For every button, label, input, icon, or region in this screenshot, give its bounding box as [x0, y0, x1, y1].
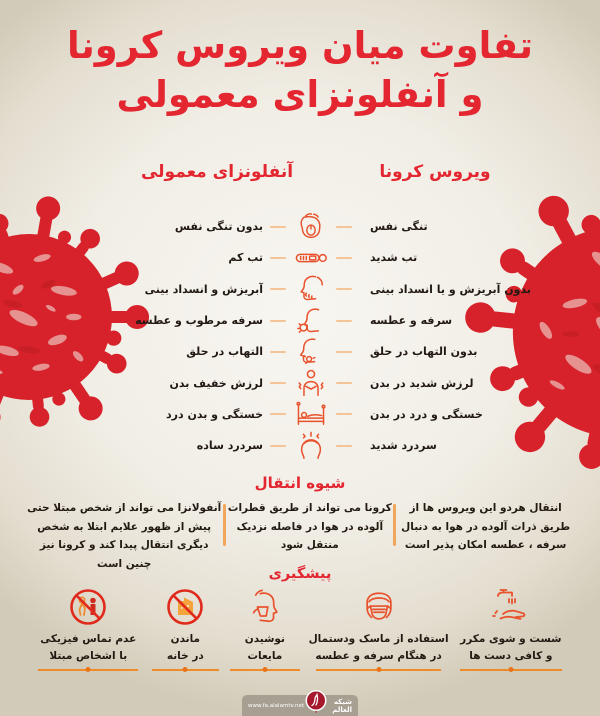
page-title — [0, 22, 600, 120]
prevention-item-drink — [224, 585, 305, 671]
drink-fluids-icon — [246, 585, 284, 627]
symptom-row-headache — [101, 430, 542, 461]
open-mouth-breath-icon — [293, 211, 329, 242]
corona-symptom-label: لرزش شدید در بدن — [370, 376, 474, 390]
prevention-item-stay-home — [147, 585, 225, 671]
transmission-influenza-text: آنفولانزا می تواند از شخص مبتلا حتی پیش از ظهور علایم ابتلا به شخص دیگری انتقال پیدا کند و کرونا نیز چنین است — [27, 502, 222, 571]
connector-dash — [336, 351, 352, 353]
influenza-symptom-label: سردرد ساده — [196, 439, 263, 453]
prevention-label-line2: در خانه — [166, 649, 204, 662]
connector-dash — [270, 445, 286, 447]
section-divider — [393, 504, 396, 546]
prevention-label-line2: مایعات — [247, 649, 283, 662]
sneeze-drip-icon — [293, 274, 329, 305]
transmission-section-header: شیوه انتقال — [254, 474, 346, 492]
influenza-symptom-label: سرفه مرطوب و عطسه — [135, 314, 263, 328]
influenza-symptom-label: خستگی و بدن درد — [166, 407, 263, 421]
connector-dash — [270, 320, 286, 322]
prevention-label-line2: با اشخاص مبتلا — [49, 649, 128, 662]
chills-icon — [293, 368, 329, 399]
headache-icon — [293, 430, 329, 461]
label-underline — [230, 669, 300, 671]
prevention-label-line1: استفاده از ماسک ودستمال — [308, 633, 449, 645]
influenza-symptom-label: تب کم — [228, 251, 263, 265]
label-underline — [38, 669, 138, 671]
symptom-row-breath — [101, 211, 542, 242]
symptom-row-fatigue — [101, 399, 542, 430]
sore-throat-icon — [293, 336, 329, 367]
prevention-label-line2: در هنگام سرفه و عطسه — [315, 649, 442, 662]
label-underline — [152, 669, 219, 671]
connector-dash — [336, 320, 352, 322]
transmission-section — [26, 499, 574, 574]
connector-dash — [270, 382, 286, 384]
wash-hands-icon — [491, 585, 531, 627]
footer-network-name: شبکه العالم — [332, 697, 352, 714]
symptom-row-runny-nose — [101, 274, 542, 305]
influenza-symptom-label: بدون تنگی نفس — [174, 220, 263, 234]
footer-watermark-bar — [242, 695, 358, 716]
symptom-row-fever — [101, 242, 542, 273]
prevention-label-line1: عدم تماس فیزیکی — [40, 633, 137, 645]
connector-dash — [270, 351, 286, 353]
corona-symptom-label: سرفه و عطسه — [370, 314, 453, 328]
no-contact-icon — [68, 585, 108, 627]
symptom-comparison-list — [101, 211, 542, 461]
title-line-2: و آنفلونزای معمولی — [116, 72, 484, 116]
prevention-item-no-contact — [30, 585, 147, 671]
corona-symptom-label: تنگی نفس — [370, 220, 428, 234]
stay-home-icon — [165, 585, 205, 627]
prevention-label-line1: شست و شوی مکرر — [460, 633, 562, 645]
corona-symptom-label: تب شدید — [370, 251, 418, 265]
symptom-row-throat — [101, 336, 542, 367]
influenza-symptom-label: آبریزش و انسداد بینی — [144, 282, 263, 296]
bed-rest-icon — [293, 399, 329, 430]
connector-dash — [336, 226, 352, 228]
cough-icon — [293, 305, 329, 336]
corona-symptom-label: بدون آبریزش و یا انسداد بینی — [370, 282, 531, 296]
prevention-item-wash-hands — [452, 585, 570, 671]
connector-dash — [336, 413, 352, 415]
label-underline — [316, 669, 442, 671]
alalam-logo-icon — [304, 689, 328, 713]
connector-dash — [336, 257, 352, 259]
transmission-corona-text: کرونا می تواند از طریق قطرات آلوده در هوا در فاصله نزدیک منتقل شود — [227, 502, 392, 552]
influenza-column-header: آنفلونزای معمولی — [140, 162, 294, 182]
influenza-symptom-label: التهاب در حلق — [186, 345, 263, 359]
influenza-symptom-label: لرزش خفیف بدن — [169, 376, 263, 390]
connector-dash — [270, 413, 286, 415]
transmission-both-text: انتقال هردو این ویروس ها از طریق ذرات آلوده در هوا به دنبال سرفه ، عطسه امکان پذیر است — [401, 502, 571, 552]
connector-dash — [270, 257, 286, 259]
corona-symptom-label: سردرد شدید — [370, 439, 437, 453]
prevention-label-line1: نوشیدن — [244, 633, 285, 645]
corona-column-header: ویروس کرونا — [379, 162, 491, 182]
connector-dash — [336, 382, 352, 384]
prevention-item-mask — [306, 585, 452, 671]
prevention-label-line1: ماندن — [170, 633, 201, 645]
connector-dash — [336, 288, 352, 290]
prevention-label-line2: و کافی دست ها — [469, 649, 553, 662]
face-mask-icon — [360, 585, 398, 627]
symptom-row-chills — [101, 367, 542, 398]
symptom-row-cough — [101, 305, 542, 336]
connector-dash — [270, 226, 286, 228]
label-underline — [460, 669, 562, 671]
footer-website-url: www.fa.alalamtv.net — [248, 702, 305, 709]
prevention-section — [30, 585, 570, 671]
connector-dash — [336, 445, 352, 447]
title-line-1: تفاوت میان ویروس کرونا — [66, 24, 533, 67]
thermometer-icon — [293, 242, 329, 273]
connector-dash — [270, 288, 286, 290]
corona-symptom-label: بدون التهاب در حلق — [370, 345, 478, 359]
prevention-section-header: پیشگیری — [268, 566, 332, 582]
corona-symptom-label: خستگی و درد در بدن — [370, 407, 483, 421]
section-divider — [223, 504, 226, 546]
